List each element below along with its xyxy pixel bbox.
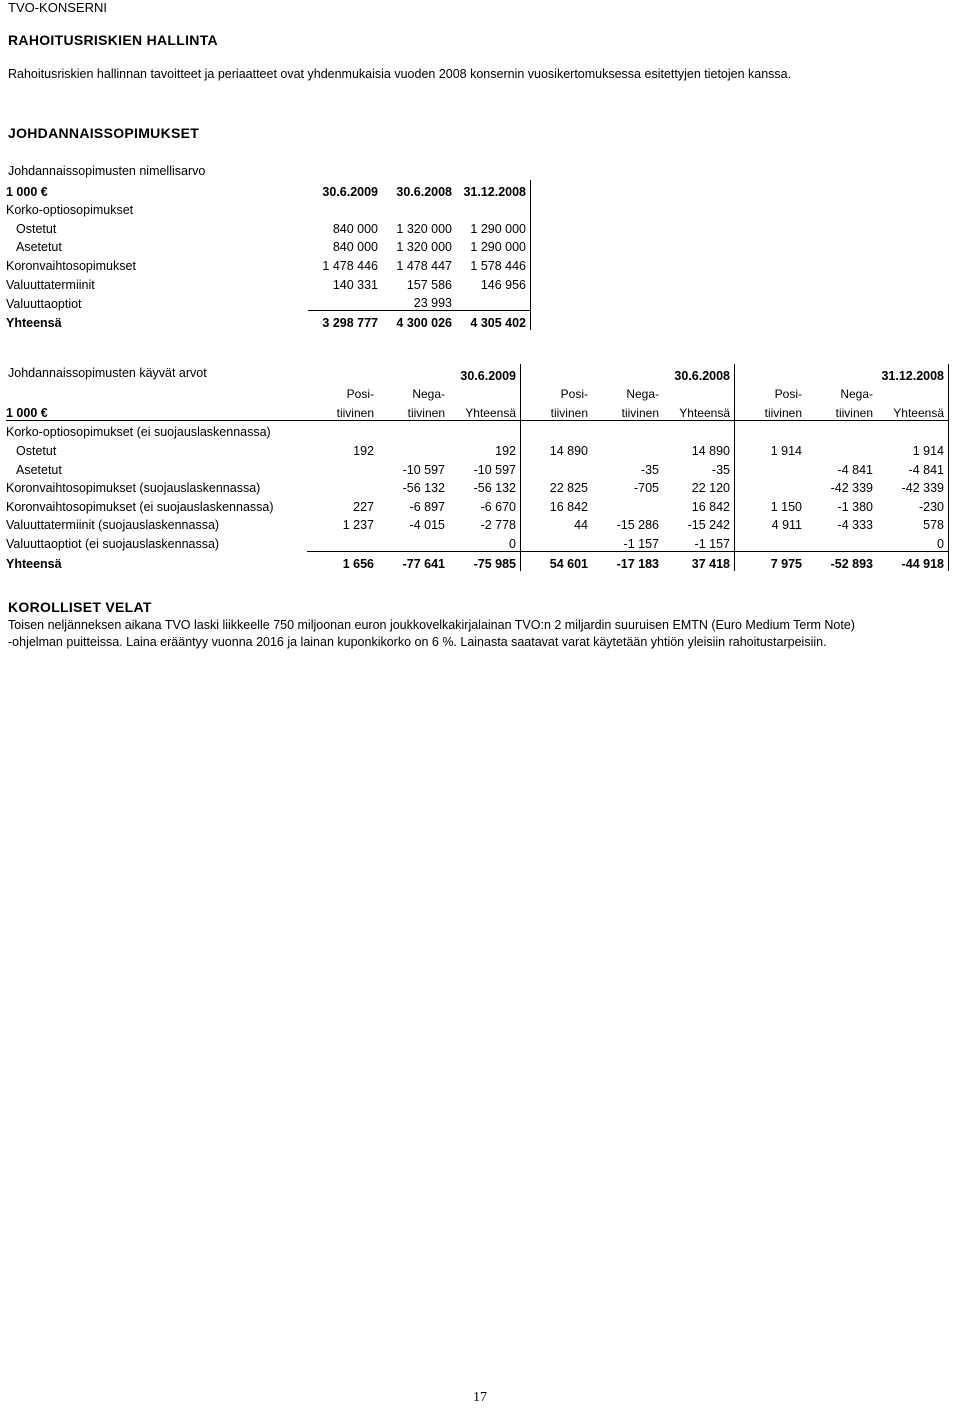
- table-cell: 227: [353, 499, 374, 514]
- fair-values-caption: Johdannaissopimusten käyvät arvot: [8, 366, 207, 380]
- table-cell: -705: [633, 481, 659, 496]
- section-title-financial-risk: RAHOITUSRISKIEN HALLINTA: [8, 32, 218, 48]
- table-cell: 1 290 000: [456, 236, 531, 255]
- spacer: [6, 364, 307, 383]
- table-cell: 1 290 000: [456, 217, 531, 236]
- table-row: [6, 199, 531, 218]
- table-cell: -230: [877, 495, 949, 514]
- spacer: [521, 364, 593, 383]
- table-row: [6, 217, 531, 236]
- subheader-bottom: tiivinen: [521, 401, 593, 420]
- subheader-top: [877, 383, 949, 402]
- table-cell: -2 778: [449, 514, 521, 533]
- table-row: [6, 532, 949, 551]
- table-cell: 22 825: [549, 481, 588, 496]
- column-header: 30.6.2008: [396, 184, 452, 199]
- table-cell: 140 331: [332, 277, 378, 292]
- subheader-top: Nega-: [840, 387, 873, 402]
- table-cell: -42 339: [877, 477, 949, 496]
- table-cell: 192: [449, 439, 521, 458]
- row-label: Koronvaihtosopimukset (ei suojauslaskennassa): [6, 499, 274, 514]
- table-cell: [521, 532, 593, 551]
- table-cell: [735, 532, 807, 551]
- table-cell: 1 320 000: [396, 240, 452, 255]
- table-row: [6, 439, 949, 458]
- table-cell: [735, 477, 807, 496]
- table-cell: [307, 532, 378, 551]
- table-cell: 14 890: [549, 443, 588, 458]
- table-cell: -56 132: [449, 477, 521, 496]
- table-cell: 0: [449, 532, 521, 551]
- nominal-values-caption: Johdannaissopimusten nimellisarvo: [8, 164, 206, 178]
- table-cell: [307, 458, 378, 477]
- table-cell: 840 000: [332, 221, 378, 236]
- table-cell: -15 286: [616, 518, 659, 533]
- table-cell: [806, 439, 877, 458]
- unit-label: 1 000 €: [6, 184, 48, 199]
- total-cell: -52 893: [830, 556, 873, 571]
- table-cell: 1 914: [877, 439, 949, 458]
- subheader-top: Nega-: [626, 387, 659, 402]
- debt-text-line-1: Toisen neljänneksen aikana TVO laski liikkeelle 750 miljoonan euron joukkovelkakirjalainan TVO:n 2 miljardin suuruisen EMTN (Euro Medium Term Note): [8, 618, 855, 632]
- table-cell: -1 157: [592, 532, 663, 551]
- debt-text-line-2: -ohjelman puitteissa. Laina erääntyy vuonna 2016 ja lainan kuponkikorko on 6 %. Lainasta saatavat varat käytetään yhtiön yleisiin rahoitustarpeisiin.: [8, 635, 827, 649]
- table-cell: [521, 458, 593, 477]
- table-cell: [382, 199, 456, 218]
- total-cell: 54 601: [549, 556, 588, 571]
- table-cell: [735, 420, 807, 439]
- table-cell: 44: [574, 518, 588, 533]
- spacer: [592, 364, 663, 383]
- table-cell: [592, 495, 663, 514]
- table-row: [6, 458, 949, 477]
- total-row: [6, 551, 949, 570]
- subheader-top: Posi-: [774, 387, 802, 402]
- table-cell: [378, 532, 449, 551]
- row-label: Asetetut: [16, 240, 62, 255]
- table-cell: 1 320 000: [396, 221, 452, 236]
- total-cell: 7 975: [770, 556, 802, 571]
- table-row: [6, 514, 949, 533]
- table-cell: [308, 292, 382, 311]
- table-cell: -4 015: [409, 518, 445, 533]
- table-cell: 1 578 446: [456, 254, 531, 273]
- table-cell: -4 841: [837, 462, 873, 477]
- table-cell: [456, 292, 531, 311]
- subheader-bottom: tiivinen: [378, 401, 449, 420]
- row-label: Ostetut: [16, 221, 57, 236]
- table-cell: [663, 420, 735, 439]
- table-cell: -4 841: [877, 458, 949, 477]
- total-label: Yhteensä: [6, 315, 62, 330]
- table-cell: [592, 420, 663, 439]
- table-cell: [307, 477, 378, 496]
- subheader-top: [663, 383, 735, 402]
- table-cell: 840 000: [332, 240, 378, 255]
- table-cell: [806, 420, 877, 439]
- total-cell: -75 985: [449, 551, 521, 570]
- table-cell: -35: [663, 458, 735, 477]
- table-cell: 4 911: [771, 518, 802, 533]
- subheader-top: Posi-: [560, 387, 588, 402]
- total-cell: -17 183: [616, 556, 659, 571]
- company-header: TVO-KONSERNI: [8, 0, 107, 15]
- total-cell: 1 656: [342, 556, 374, 571]
- spacer: [806, 364, 877, 383]
- date-header-row: [6, 364, 949, 383]
- row-label: Koronvaihtosopimukset (suojauslaskennassa): [6, 481, 261, 496]
- table-cell: [307, 420, 378, 439]
- subheader-top: Posi-: [346, 387, 374, 402]
- subheader-bottom: Yhteensä: [449, 401, 521, 420]
- table-cell: -10 597: [449, 458, 521, 477]
- table-cell: [521, 420, 593, 439]
- subheader-row: [6, 401, 949, 420]
- table-cell: -15 242: [663, 514, 735, 533]
- section-title-derivatives: JOHDANNAISSOPIMUKSET: [8, 125, 200, 141]
- row-label: Valuuttatermiinit (suojauslaskennassa): [6, 518, 220, 533]
- table-cell: -56 132: [402, 481, 445, 496]
- table-cell: -42 339: [830, 481, 873, 496]
- nominal-values-table: [6, 180, 531, 330]
- subheader-bottom: tiivinen: [592, 401, 663, 420]
- row-label: Ostetut: [16, 443, 57, 458]
- row-label: Valuuttaoptiot (ei suojauslaskennassa): [6, 537, 220, 552]
- row-label: Valuuttaoptiot: [6, 296, 82, 311]
- table-cell: -1 380: [837, 499, 873, 514]
- row-label: Korko-optiosopimukset: [6, 203, 134, 218]
- table-cell: 1 478 446: [322, 258, 378, 273]
- table-cell: [806, 532, 877, 551]
- spacer: [735, 364, 807, 383]
- page-number: 17: [473, 1390, 487, 1405]
- table-cell: [308, 199, 382, 218]
- date-header: 30.6.2008: [663, 364, 735, 383]
- column-header: 30.6.2009: [322, 184, 378, 199]
- table-cell: 1 237: [342, 518, 374, 533]
- subheader-bottom: Yhteensä: [877, 401, 949, 420]
- table-cell: -4 333: [837, 518, 873, 533]
- table-cell: -10 597: [402, 462, 445, 477]
- subheader-top: Nega-: [412, 387, 445, 402]
- table-cell: -6 670: [449, 495, 521, 514]
- table-cell: [456, 199, 531, 218]
- table-cell: 192: [353, 443, 374, 458]
- subheader-bottom: tiivinen: [307, 401, 378, 420]
- table-cell: 578: [877, 514, 949, 533]
- total-cell: -77 641: [402, 556, 445, 571]
- subheader-bottom: tiivinen: [735, 401, 807, 420]
- table-cell: 16 842: [549, 499, 588, 514]
- table-cell: 22 120: [663, 477, 735, 496]
- total-label: Yhteensä: [6, 556, 62, 571]
- table-cell: [592, 439, 663, 458]
- table-cell: 1 478 447: [396, 258, 452, 273]
- total-cell: -44 918: [877, 551, 949, 570]
- subheader-top: [449, 383, 521, 402]
- section-title-interest-bearing-debt: KOROLLISET VELAT: [8, 599, 152, 615]
- fair-values-table: [6, 364, 949, 571]
- table-cell: 157 586: [406, 277, 452, 292]
- table-cell: 14 890: [663, 439, 735, 458]
- spacer: [6, 383, 307, 402]
- table-cell: [877, 420, 949, 439]
- table-cell: 146 956: [456, 273, 531, 292]
- financial-risk-text: Rahoitusriskien hallinnan tavoitteet ja periaatteet ovat yhdenmukaisia vuoden 2008 konsernin vuosikertomuksessa esitettyjen tietojen kanssa.: [8, 67, 792, 81]
- table-cell: 0: [877, 532, 949, 551]
- total-cell: 4 300 026: [396, 315, 452, 330]
- table-row: [6, 273, 531, 292]
- table-row: [6, 420, 949, 439]
- spacer: [378, 364, 449, 383]
- table-row: [6, 254, 531, 273]
- subheader-bottom: Yhteensä: [663, 401, 735, 420]
- table-cell: [735, 458, 807, 477]
- subheader-row: [6, 383, 949, 402]
- table-header-row: [6, 180, 531, 199]
- subheader-bottom: tiivinen: [806, 401, 877, 420]
- table-row: [6, 236, 531, 255]
- table-cell: [378, 420, 449, 439]
- table-cell: 1 150: [770, 499, 802, 514]
- unit-label: 1 000 €: [6, 401, 307, 420]
- table-cell: 1 914: [770, 443, 802, 458]
- table-row: [6, 292, 531, 311]
- table-cell: [449, 420, 521, 439]
- row-label: Koronvaihtosopimukset: [6, 258, 136, 273]
- table-cell: 16 842: [663, 495, 735, 514]
- table-cell: -1 157: [663, 532, 735, 551]
- table-row: [6, 495, 949, 514]
- spacer: [307, 364, 378, 383]
- table-cell: -35: [640, 462, 659, 477]
- total-row: [6, 311, 531, 330]
- table-row: [6, 477, 949, 496]
- table-cell: 23 993: [382, 292, 456, 311]
- total-cell: 4 305 402: [456, 311, 531, 330]
- table-cell: -6 897: [409, 499, 445, 514]
- date-header: 31.12.2008: [877, 364, 949, 383]
- column-header: 31.12.2008: [456, 180, 531, 199]
- total-cell: 3 298 777: [322, 315, 378, 330]
- row-label: Asetetut: [16, 462, 62, 477]
- date-header: 30.6.2009: [449, 364, 521, 383]
- row-label: Valuuttatermiinit: [6, 277, 95, 292]
- row-label: Korko-optiosopimukset (ei suojauslaskennassa): [6, 425, 271, 440]
- total-cell: 37 418: [663, 551, 735, 570]
- table-cell: [378, 439, 449, 458]
